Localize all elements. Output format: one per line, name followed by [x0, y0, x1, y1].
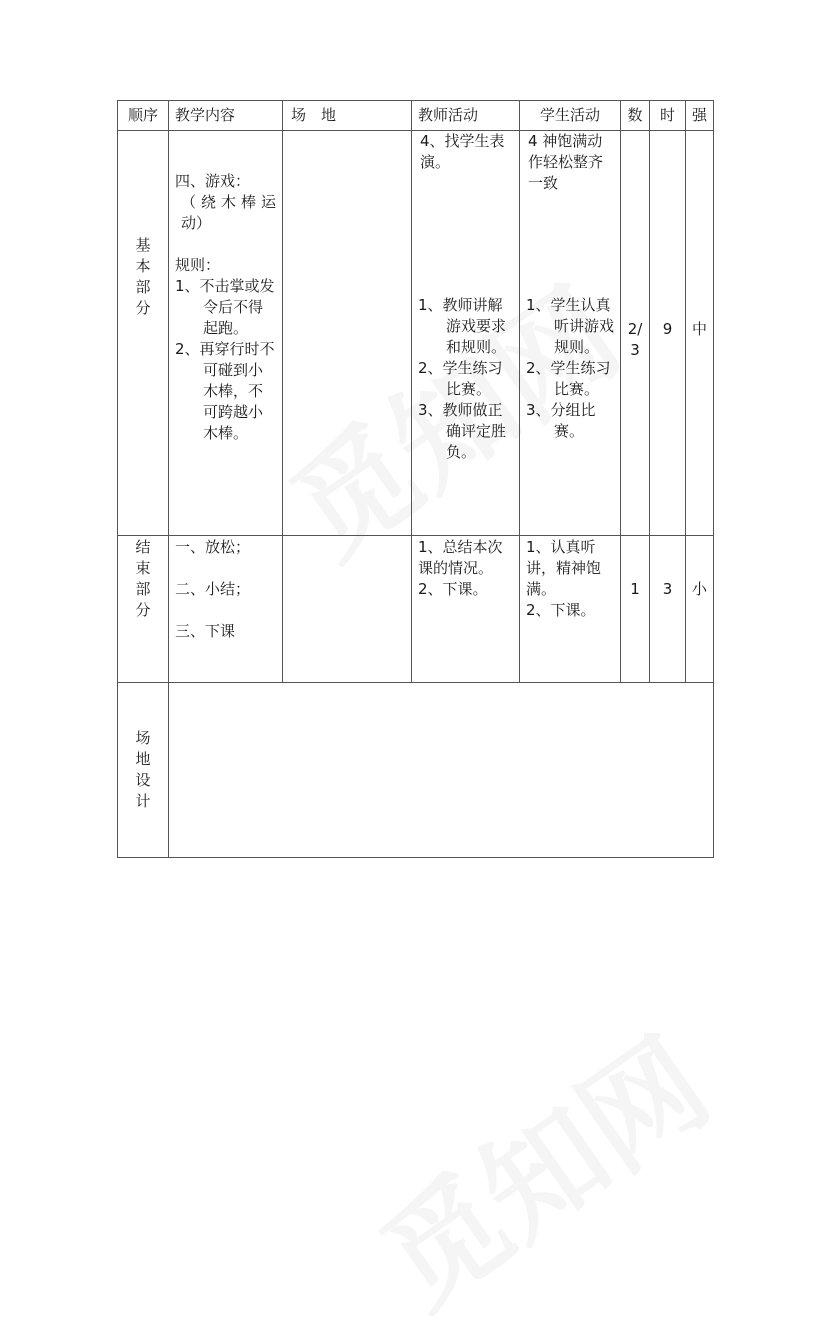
- teacher-item-2: 2、学生练习比赛。: [418, 359, 503, 398]
- ending-teacher: [412, 536, 520, 683]
- design-area: [169, 683, 714, 858]
- header-intensity: 强: [686, 101, 714, 131]
- basic-content: [169, 131, 283, 536]
- student-item-3: 3、分组比赛。: [526, 401, 596, 440]
- teacher-top: 4、找学生表演。: [420, 132, 505, 171]
- basic-label: 基本部分: [118, 131, 169, 536]
- ending-student: [520, 536, 621, 683]
- basic-student: [520, 131, 621, 536]
- rule-1: 1、不击掌或发令后不得起跑。: [175, 277, 275, 337]
- lesson-plan-table: [117, 100, 714, 858]
- ending-student-2: 2、下课。: [526, 601, 596, 619]
- teacher-item-1: 1、教师讲解游戏要求和规则。: [418, 296, 507, 356]
- basic-teacher: [412, 131, 520, 536]
- student-item-1: 1、学生认真听讲游戏规则。: [526, 296, 615, 356]
- watermark-bottom: [343, 992, 737, 1339]
- rule-2: 2、再穿行时不可碰到小木棒，不可跨越小木棒。: [175, 340, 275, 442]
- student-item-2: 2、学生练习比赛。: [526, 359, 611, 398]
- basic-time: 9: [650, 131, 686, 536]
- design-label: 场地设计: [118, 683, 169, 858]
- game-subtitle: （绕木棒运动）: [181, 193, 276, 232]
- ending-item-2: 二、小结；: [175, 580, 251, 598]
- ending-content: [169, 536, 283, 683]
- ending-item-1: 一、放松；: [175, 538, 251, 556]
- header-content: 教学内容: [169, 101, 283, 131]
- student-top: 4 神饱满动作轻松整齐一致: [528, 132, 604, 192]
- header-student: 学生活动: [520, 101, 621, 131]
- ending-label: 结束部分: [118, 536, 169, 683]
- ending-teacher-2: 2、下课。: [418, 580, 488, 598]
- teacher-item-3: 3、教师做正确评定胜负。: [418, 401, 507, 461]
- basic-intensity: 中: [686, 131, 714, 536]
- ending-count: 1: [621, 536, 650, 683]
- ending-row: [118, 536, 714, 683]
- basic-count: 2/3: [621, 131, 650, 536]
- ending-venue: [283, 536, 412, 683]
- header-venue: 场 地: [283, 101, 412, 131]
- ending-teacher-1: 1、总结本次课的情况。: [418, 538, 503, 577]
- ending-intensity: 小: [686, 536, 714, 683]
- game-title: 四、游戏：: [175, 172, 251, 190]
- basic-venue: [283, 131, 412, 536]
- header-teacher: 教师活动: [412, 101, 520, 131]
- ending-student-1: 1、认真听讲，精神饱满。: [526, 538, 602, 598]
- header-row: [118, 101, 714, 131]
- header-count: 数: [621, 101, 650, 131]
- rules-title: 规则：: [175, 256, 221, 274]
- header-order: 顺序: [118, 101, 169, 131]
- header-time: 时: [650, 101, 686, 131]
- basic-row: [118, 131, 714, 536]
- ending-time: 3: [650, 536, 686, 683]
- ending-item-3: 三、下课: [175, 622, 236, 640]
- design-row: [118, 683, 714, 858]
